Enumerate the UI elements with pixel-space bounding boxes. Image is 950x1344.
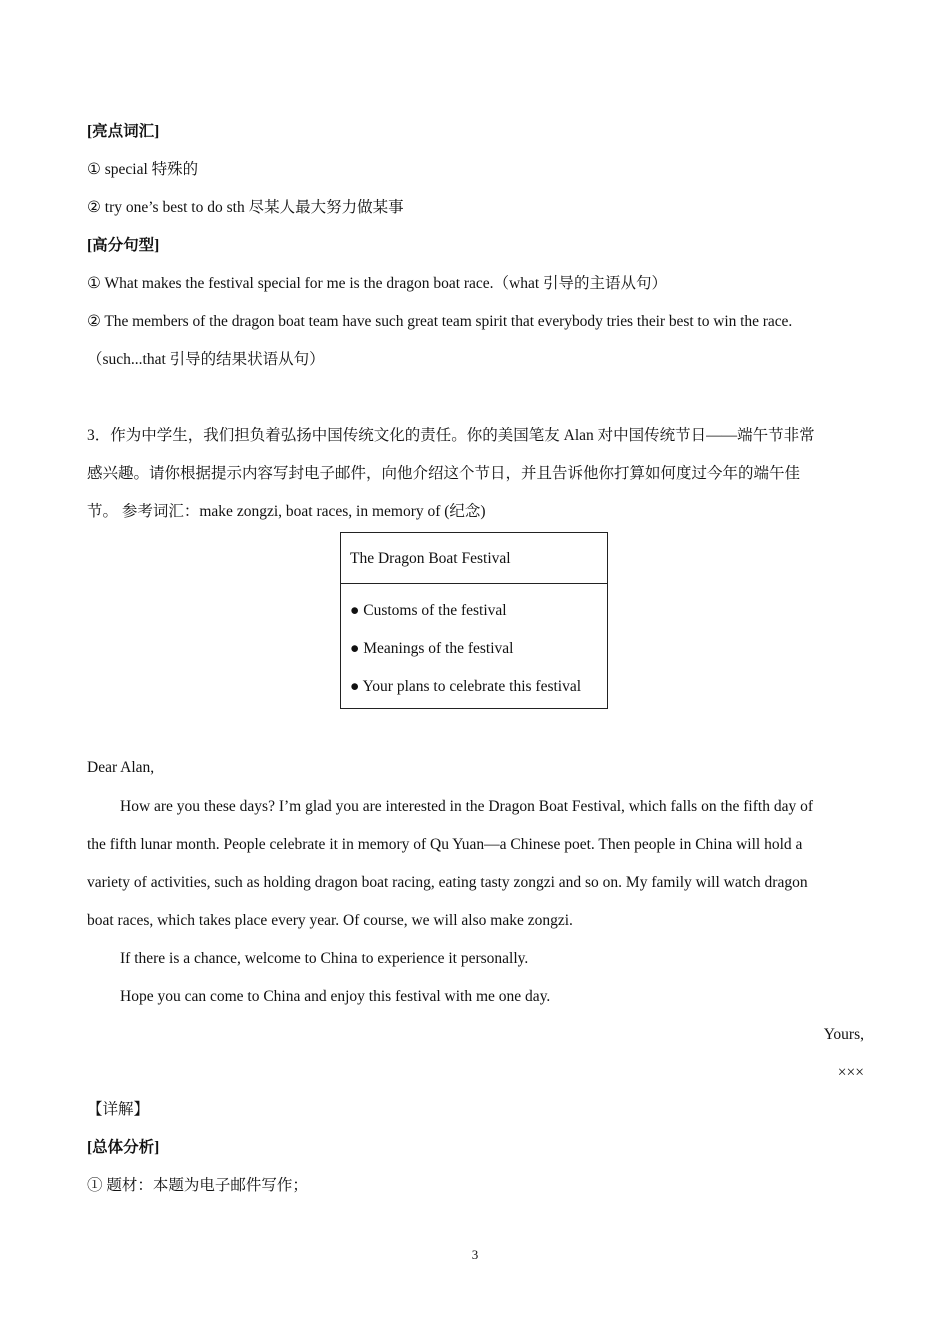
letter-paragraph-line: variety of activities, such as holding dragon boat racing, eating tasty zongzi and so on. My family will watch dragon [87, 874, 808, 891]
question-text: 感兴趣。请你根据提示内容写封电子邮件，向他介绍这个节日，并且告诉他你打算如何度过今年的端午佳 [87, 465, 801, 482]
sentences-heading: [高分句型] [87, 237, 160, 254]
letter-paragraph: Hope you can come to China and enjoy this festival with me one day. [120, 988, 551, 1005]
sentence-item: ② The members of the dragon boat team have such great team spirit that everybody tries their best to win the race. [87, 313, 793, 330]
prompt-table-item: ● Meanings of the festival [350, 640, 514, 657]
letter-closing: Yours, [823, 1026, 864, 1043]
prompt-table-item: ● Your plans to celebrate this festival [350, 678, 582, 695]
vocab-item: ② try one’s best to do sth 尽某人最大努力做某事 [87, 199, 404, 216]
letter-paragraph-line: the fifth lunar month. People celebrate it in memory of Qu Yuan—a Chinese poet. Then people in China will hold a [87, 836, 803, 853]
analysis-item: ① 题材：本题为电子邮件写作； [87, 1177, 308, 1194]
sentence-item-note: （such...that 引导的结果状语从句） [87, 351, 325, 368]
letter-paragraph-line: boat races, which takes place every year. Of course, we will also make zongzi. [87, 912, 573, 929]
sentence-item: ① What makes the festival special for me is the dragon boat race.（what 引导的主语从句） [87, 275, 668, 292]
prompt-table [340, 532, 608, 709]
question-text: 节。 参考词汇：make zongzi, boat races, in memory of (纪念) [87, 503, 486, 520]
letter-salutation: Dear Alan, [87, 759, 155, 776]
prompt-table-item: ● Customs of the festival [350, 602, 507, 619]
vocab-item: ① special 特殊的 [87, 161, 199, 178]
prompt-table-title: The Dragon Boat Festival [341, 533, 607, 584]
vocab-heading: [亮点词汇] [87, 123, 160, 140]
question-text: 3．作为中学生，我们担负着弘扬中国传统文化的责任。你的美国笔友 Alan 对中国传统节日——端午节非常 [87, 427, 815, 444]
letter-paragraph-line: How are you these days? I’m glad you are interested in the Dragon Boat Festival, which falls on the fifth day of [120, 798, 813, 815]
letter-paragraph: If there is a chance, welcome to China to experience it personally. [120, 950, 529, 967]
overall-analysis-heading: [总体分析] [87, 1139, 160, 1156]
detail-heading: 【详解】 [87, 1101, 150, 1118]
page-number: 3 [471, 1247, 479, 1262]
letter-signature: ××× [837, 1064, 864, 1081]
